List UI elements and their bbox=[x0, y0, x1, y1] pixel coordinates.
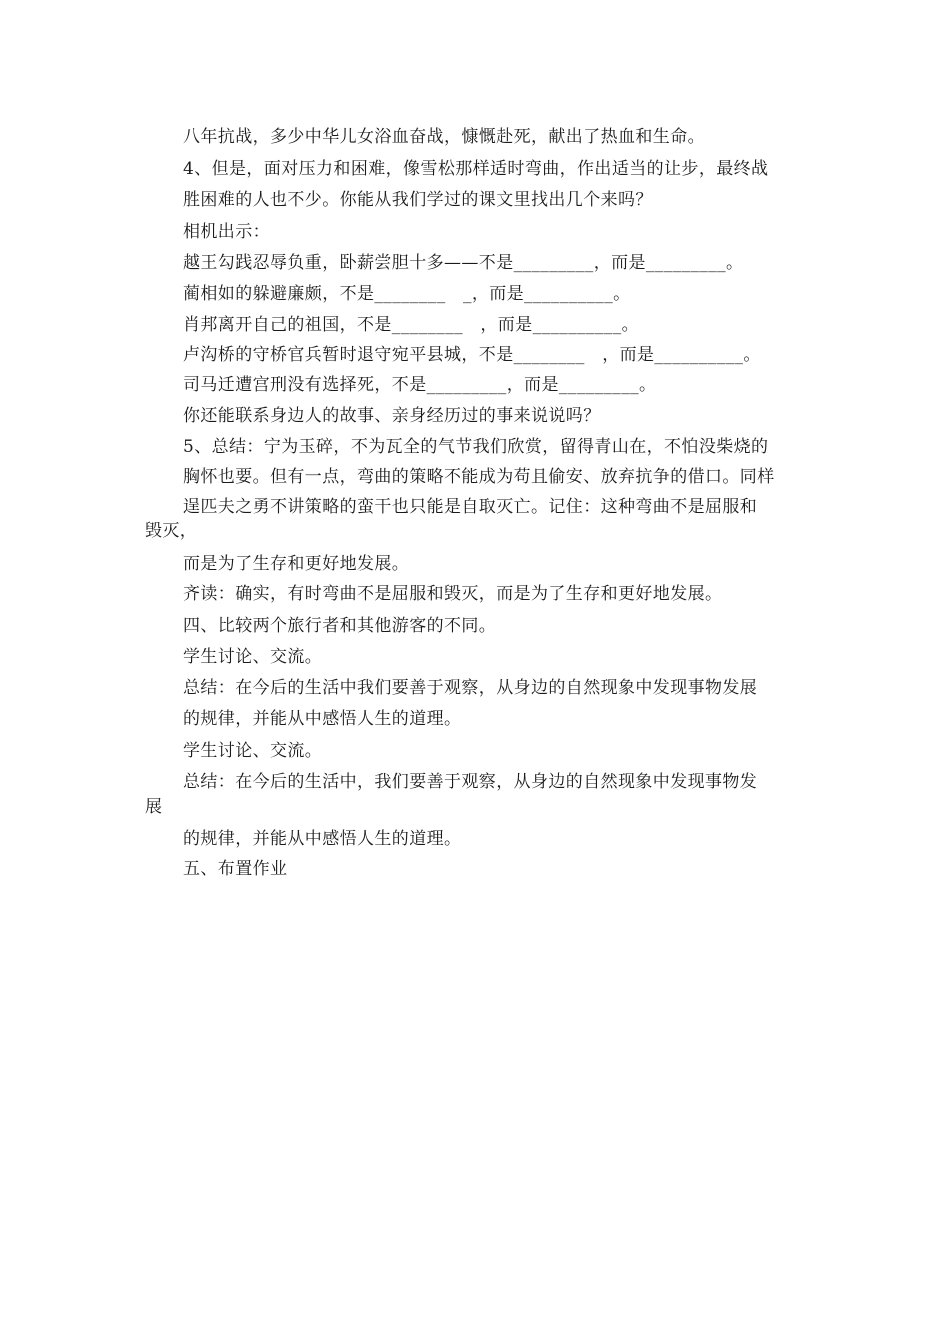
text-line: 齐读：确实，有时弯曲不是屈服和毁灭，而是为了生存和更好地发展。 bbox=[183, 584, 723, 604]
text-line: 胸怀也要。但有一点，弯曲的策略不能成为苟且偷安、放弃抗争的借口。同样 bbox=[183, 467, 775, 487]
text-line: 卢沟桥的守桥官兵暂时退守宛平县城，不是________ ，而是__________。 bbox=[183, 345, 761, 365]
text-line: 总结：在今后的生活中，我们要善于观察，从身边的自然现象中发现事物发 bbox=[183, 772, 758, 792]
text-line: 蔺相如的躲避廉颇，不是________ _，而是__________。 bbox=[183, 284, 631, 304]
text-line: 5、总结：宁为玉碎，不为瓦全的气节我们欣赏，留得青山在，不怕没柴烧的 bbox=[183, 437, 769, 457]
text-line: 你还能联系身边人的故事、亲身经历过的事来说说吗？ bbox=[183, 406, 601, 426]
text-line: 而是为了生存和更好地发展。 bbox=[183, 554, 410, 574]
section-heading: 四、比较两个旅行者和其他游客的不同。 bbox=[183, 616, 497, 636]
text-line: 的规律，并能从中感悟人生的道理。 bbox=[183, 709, 462, 729]
text-line: 4、但是，面对压力和困难，像雪松那样适时弯曲，作出适当的让步，最终战 bbox=[183, 159, 769, 179]
text-line: 肖邦离开自己的祖国，不是________ ，而是__________。 bbox=[183, 315, 639, 335]
text-line: 学生讨论、交流。 bbox=[183, 741, 323, 761]
text-line: 学生讨论、交流。 bbox=[183, 647, 323, 667]
text-line: 胜困难的人也不少。你能从我们学过的课文里找出几个来吗？ bbox=[183, 190, 653, 210]
text-line: 毁灭， bbox=[145, 521, 198, 541]
text-line: 八年抗战，多少中华儿女浴血奋战，慷慨赴死，献出了热血和生命。 bbox=[183, 127, 705, 147]
section-heading: 五、布置作业 bbox=[183, 859, 288, 879]
text-line: 司马迁遭宫刑没有选择死，不是_________，而是_________。 bbox=[183, 375, 657, 395]
text-line: 总结：在今后的生活中我们要善于观察，从身边的自然现象中发现事物发展 bbox=[183, 678, 758, 698]
text-line: 逞匹夫之勇不讲策略的蛮干也只能是自取灭亡。记住：这种弯曲不是屈服和 bbox=[183, 497, 758, 517]
text-line: 展 bbox=[145, 797, 163, 817]
text-line: 越王勾践忍辱负重，卧薪尝胆十多——不是_________，而是_________。 bbox=[183, 253, 744, 273]
text-line: 相机出示： bbox=[183, 222, 270, 242]
text-line: 的规律，并能从中感悟人生的道理。 bbox=[183, 829, 462, 849]
